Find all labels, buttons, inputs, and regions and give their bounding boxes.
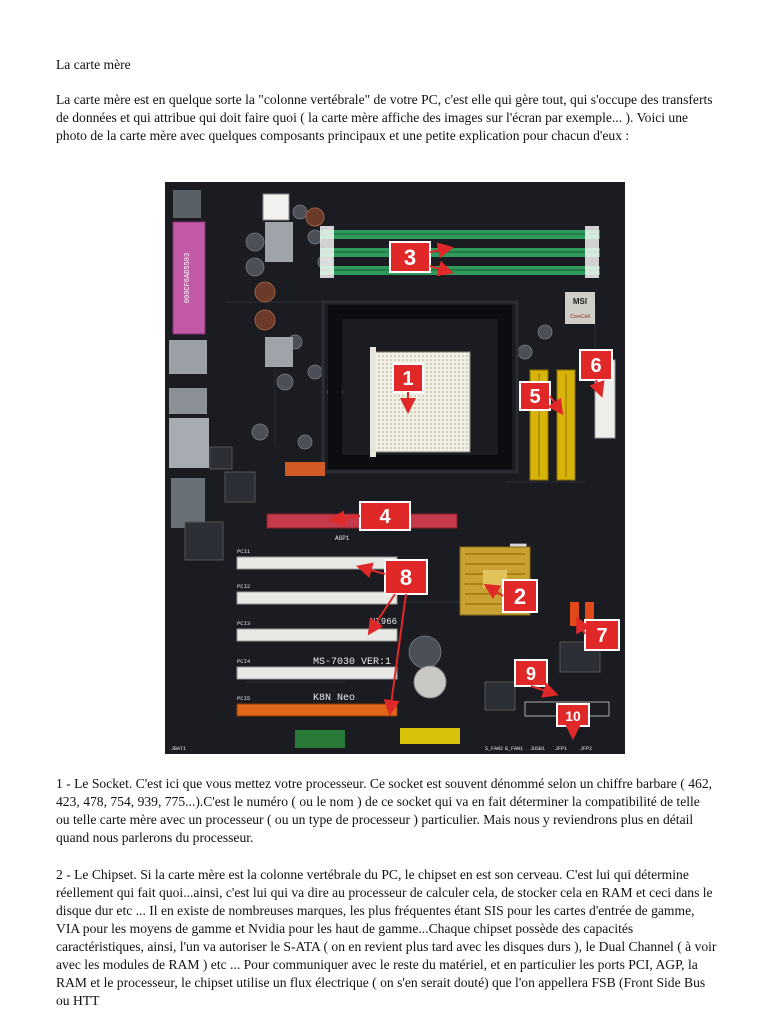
pci2-label: PCI2 [237, 583, 251, 590]
cpu-socket-lever [370, 347, 376, 457]
marker-8 [385, 560, 427, 594]
chip-label: NI966 [370, 617, 398, 627]
document-title: La carte mère [56, 57, 131, 72]
motherboard-photo [165, 182, 625, 754]
marker-2 [503, 580, 537, 612]
marker-7 [585, 620, 619, 650]
audio-chip [225, 472, 255, 502]
usb-ports [169, 340, 207, 374]
marker-1-label: 1 [402, 368, 414, 390]
marker-8-label: 8 [399, 565, 413, 590]
cmos-battery [414, 666, 446, 698]
corecell-label: CoreCell [570, 314, 590, 320]
pci-slot-4 [237, 667, 397, 679]
model-label: MS-7030 VER:1 [313, 657, 392, 668]
jusb-label: JUSB1 [530, 746, 546, 752]
jfp1-label: JFP1 [555, 746, 568, 752]
marker-7-label: 7 [596, 625, 608, 647]
board-name-label: K8N Neo [313, 693, 356, 704]
marker-1 [393, 364, 423, 392]
marker-4 [360, 502, 410, 530]
red-connectors [285, 462, 325, 476]
marker-9-label: 9 [525, 664, 537, 684]
pci5-label: PCI5 [237, 695, 251, 702]
pci-slot-2 [237, 592, 397, 604]
jfp2-label: JFP2 [580, 746, 593, 752]
jbat-label: JBAT1 [171, 746, 187, 752]
heatsink [265, 222, 293, 262]
usb-header-yellow [400, 728, 460, 744]
marker-6 [580, 350, 612, 380]
via-chip [185, 522, 223, 560]
sfan-label: S_FAN2 [485, 746, 504, 752]
pci-slot-1 [237, 557, 397, 569]
marker-5 [520, 382, 550, 410]
marker-9 [515, 660, 547, 686]
bfan-label: B_FAN1 [505, 746, 524, 752]
heatsink-2 [265, 337, 293, 367]
front-panel-header [295, 730, 345, 748]
atx-power-connector [263, 194, 289, 220]
corecell-msi-label: MSI [572, 297, 588, 306]
pci-slot-5 [237, 704, 397, 716]
marker-10-label: 10 [565, 708, 581, 724]
marker-3 [390, 242, 430, 272]
socket-paragraph: 1 - Le Socket. C'est ici que vous mettez votre processeur. Ce socket est souvent dénommé selon un chiffre barbare ( 462, 423, 478, 754, 939, 775...).C'est le numéro ( ou le nom ) de ce socket qui va en fait déterminer la compatibilité de telle ou telle carte mère avec un processeur ( ou un type de processeur ) particulier. Mais nous y reviendrons plus en détail quand nous parlerons du processeur. [56, 776, 713, 845]
agp-label: AGP1 [335, 535, 350, 542]
io-chip [485, 682, 515, 710]
marker-3-label: 3 [403, 245, 417, 270]
audio-jacks [171, 478, 205, 528]
ps2-ports [173, 190, 201, 218]
marker-10 [557, 704, 589, 726]
marker-5-label: 5 [529, 386, 541, 408]
ram-slot-white-latch [320, 226, 334, 278]
pci1-label: PCI1 [237, 548, 251, 555]
marker-4-label: 4 [379, 506, 391, 528]
lan-chip [210, 447, 232, 469]
marker-6-label: 6 [590, 355, 602, 377]
usb-ports-2 [169, 388, 207, 414]
port-serial-label: 000CF6AD5503 [184, 252, 192, 304]
intro-paragraph: La carte mère est en quelque sorte la "colonne vertébrale" de votre PC, c'est elle qui gère tout, qui s'occupe des transferts de données et qui attribue qui doit faire quoi ( la carte mère affiche des images sur l'écran par exemple... ). Voici une photo de la carte mère avec quelques composants principaux et une petite explication pour chacun d'eux : [56, 92, 713, 143]
lan-port [169, 418, 209, 468]
sata-connector-1 [570, 602, 579, 626]
pci4-label: PCI4 [237, 658, 251, 665]
ram-slot-white-latch-2 [585, 226, 599, 278]
chipset-paragraph: 2 - Le Chipset. Si la carte mère est la colonne vertébrale du PC, le chipset en est son cerveau. C'est lui qui détermine réellement qui fait quoi...ainsi, c'est lui qui va dire au processeur de calculer cela, de stocker cela en RAM et ceci dans le disque dur etc ... Il en existe de nombreuses marques, les plus fréquentes étant SIS pour les cartes d'entrée de gamme, VIA pour les moyens de gamme et Nvidia pour les haut de gamme...Chaque chipset possède des capacités caractéristiques, ainsi, l'un va autoriser le S-ATA ( on en revient plus tard avec les disques durs ), le Dual Channel ( à voir avec les modules de RAM ) etc ... Pour communiquer avec le reste du matériel, et en particulier les ports PCI, AGP, la RAM et le processeur, le chipset utilise un flux électrique ( on s'en serait douté) que l'on appellera FSB (Front Side Bus ou HTT [56, 867, 717, 1008]
marker-2-label: 2 [513, 584, 527, 609]
pci-slot-3 [237, 629, 397, 641]
pci3-label: PCI3 [237, 620, 251, 627]
